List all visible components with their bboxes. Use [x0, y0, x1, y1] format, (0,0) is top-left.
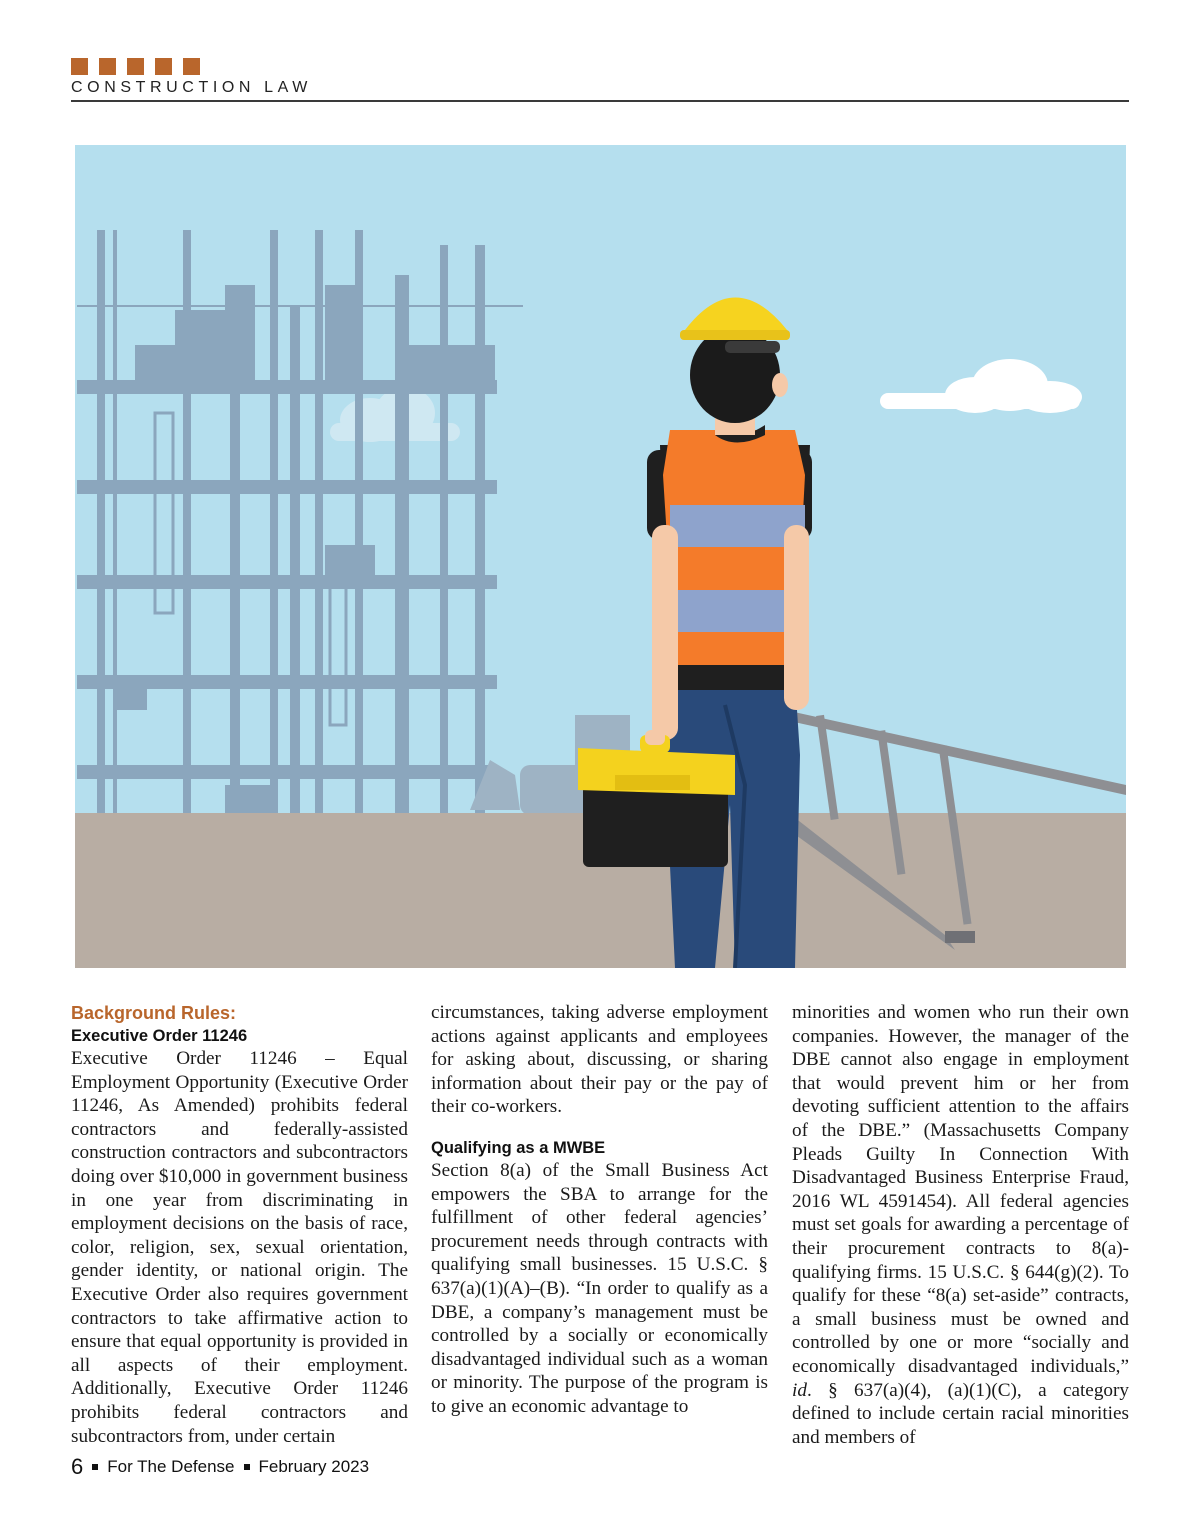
text-column-1 [71, 1001, 408, 1448]
header-square [99, 58, 116, 75]
body-paragraph: Executive Order 11246 – Equal Employment Opportunity (Executive Order 11246, As Amended) prohibits federal contractors and federally-assisted construction contractors and subcontractors doing over $10,000 in government business in one year from discriminating in employment decisions on the basis of race, color, religion, sex, sexual orientation, gender identity, or national origin. The Executive Order also requires government contractors to take affirmative action to ensure that equal opportunity is provided in all aspects of their employment. Additionally, Executive Order 11246 prohibits federal contractors and subcontractors from, under certain [71, 1048, 408, 1447]
header-rule [71, 100, 1129, 102]
body-text: . § 637(a)(4), (a)(1)(C), a category defined to include certain racial minorities and members of [792, 1379, 1129, 1448]
text-column-2 [431, 1001, 768, 1419]
header-squares [71, 58, 200, 75]
construction-worker-illustration [75, 145, 1126, 968]
body-paragraph: Section 8(a) of the Small Business Act empowers the SBA to arrange for the fulfillment of other federal agencies’ procurement needs through contracts with qualifying small businesses. 15 U.S.C. § 637(a)(1)(A)–(B). “In order to qualify as a DBE, a company’s management must be controlled by a socially or economically disadvantaged individual such as a woman or minority. The purpose of the program is to give an economic advantage to [431, 1159, 768, 1417]
body-text: minorities and women who run their own companies. However, the manager of the DBE cannot also engage in employment that would prevent him or her from devoting sufficient attention to the affairs of the DBE.” (Massachusetts Company Pleads Guilty In Connection With Disadvantaged Business Enterprise Fraud, 2016 WL 4591454). All federal agencies must set goals for awarding a percentage of their procurement contracts to 8(a)-qualifying firms. 15 U.S.C. § 644(g)(2). To qualify for these “8(a) set-aside” contracts, a small business must be owned and controlled by one or more “socially and economically disadvantaged individuals,” [792, 1002, 1129, 1377]
header-square [127, 58, 144, 75]
publication-name: For The Defense [107, 1457, 235, 1476]
header-square [155, 58, 172, 75]
section-heading: Background Rules: [71, 1003, 237, 1023]
subheading: Executive Order 11246 [71, 1027, 248, 1045]
publication-date: February 2023 [258, 1457, 370, 1476]
header-square [71, 58, 88, 75]
body-paragraph: circumstances, taking adverse employment actions against applicants and employees for asking about, discussing, or sharing information about their pay or the pay of their co-workers. [431, 1002, 768, 1118]
section-label: CONSTRUCTION LAW [71, 79, 313, 96]
text-column-3 [792, 1001, 1129, 1449]
subheading: Qualifying as a MWBE [431, 1138, 606, 1157]
body-italic: id [792, 1379, 807, 1401]
page-number: 6 [71, 1454, 84, 1479]
header-square [183, 58, 200, 75]
body-paragraph [792, 1001, 1129, 1449]
footer-bullet [244, 1464, 250, 1470]
footer-bullet [92, 1464, 98, 1470]
page-footer [71, 1454, 369, 1480]
